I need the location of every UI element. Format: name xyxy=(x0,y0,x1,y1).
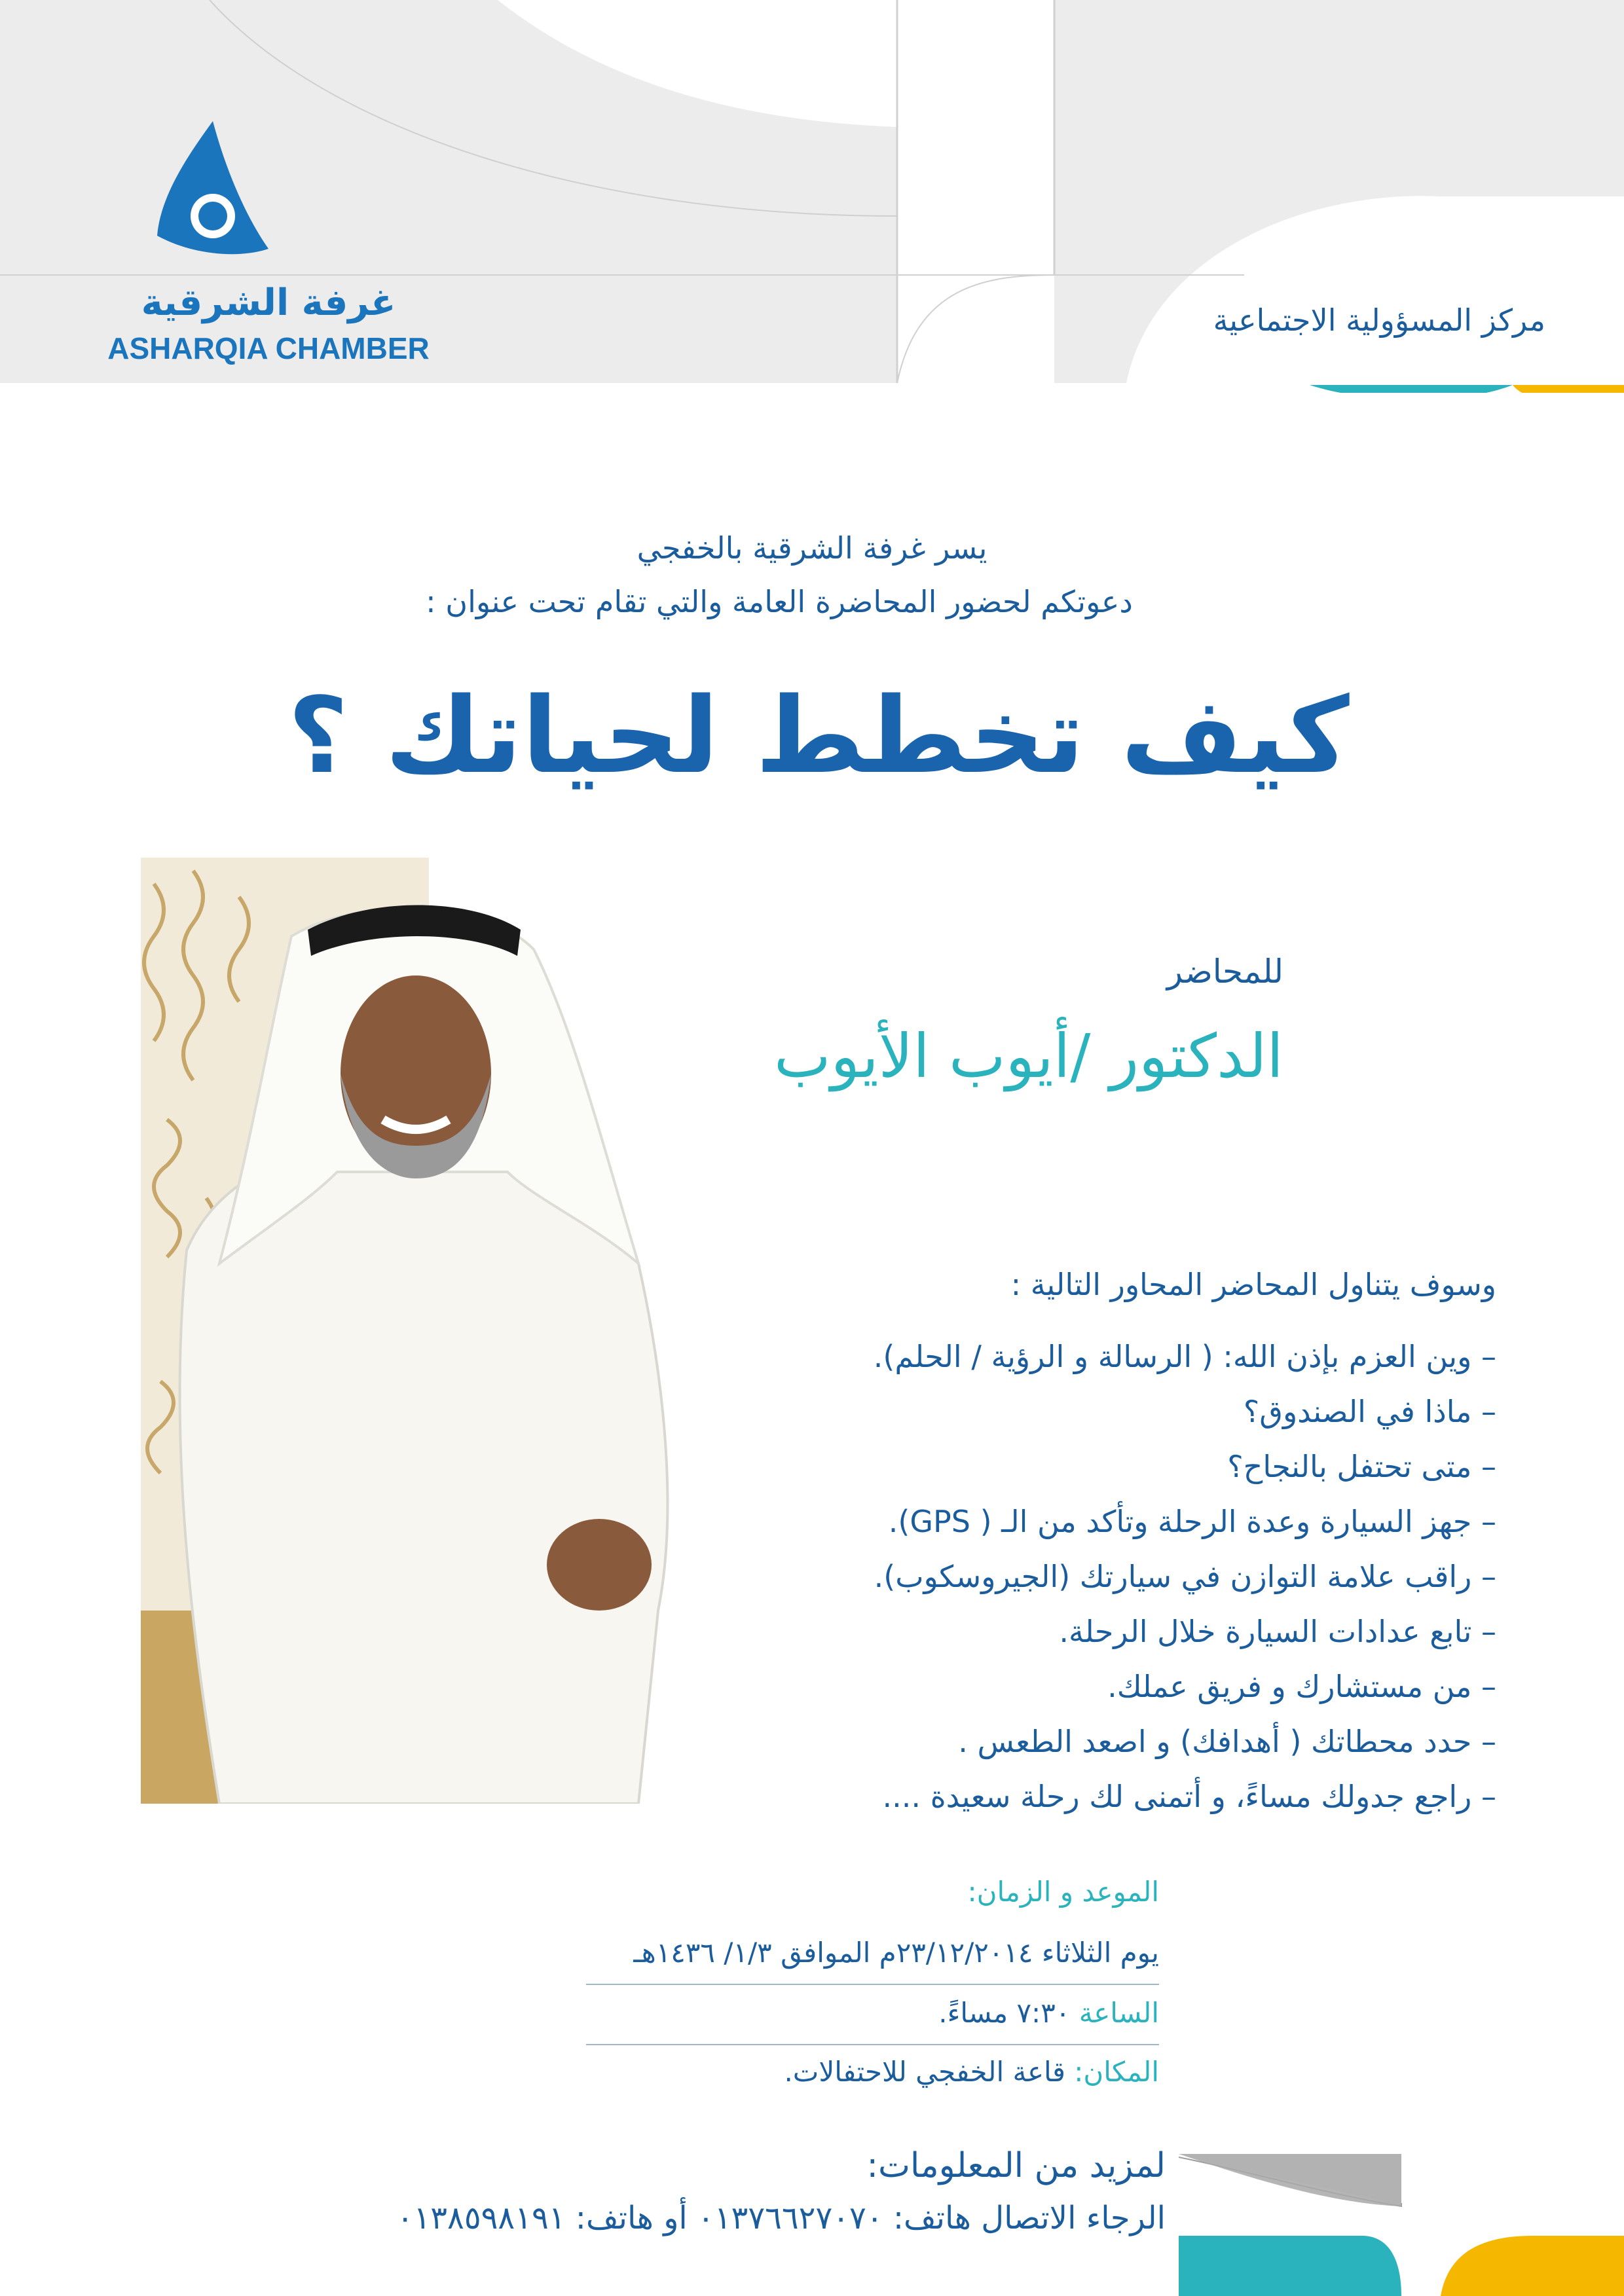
topics-intro: وسوف يتناول المحاضر المحاور التالية : xyxy=(1010,1267,1496,1302)
topic-item: – متى تحتفل بالنجاح؟ xyxy=(1227,1449,1496,1484)
invitation-line-2: دعوتكم لحضور المحاضرة العامة والتي تقام تحت عنوان : xyxy=(426,584,1133,619)
speaker-portrait-icon xyxy=(141,858,691,1804)
contact-phones: الرجاء الاتصال هاتف: ٠١٣٧٦٦٢٧٠٧٠ أو هاتف: ٠١٣٨٥٩٨١٩١ xyxy=(396,2200,1166,2236)
topics-list xyxy=(655,1329,1496,1824)
topic-item: – من مستشارك و فريق عملك. xyxy=(1107,1669,1496,1704)
topic-item: – جهز السيارة وعدة الرحلة وتأكد من الـ ( GPS). xyxy=(888,1504,1496,1539)
speaker-label: للمحاضر xyxy=(1166,953,1283,991)
logo-arabic-text: غرفة الشرقية xyxy=(141,282,396,324)
speaker-name: الدكتور /أيوب الأيوب xyxy=(774,1021,1283,1091)
schedule-date: يوم الثلاثاء ٢٣/١٢/٢٠١٤م الموافق ١/٣/ ١٤٣٦هـ xyxy=(633,1937,1159,1969)
invitation-line-1: يسر غرفة الشرقية بالخفجي xyxy=(637,530,987,566)
schedule-place xyxy=(589,2056,1159,2088)
topic-item: – ماذا في الصندوق؟ xyxy=(1243,1394,1496,1429)
time-value: ٧:٣٠ مساءً. xyxy=(938,1997,1079,2029)
schedule-time xyxy=(589,1997,1159,2029)
topic-item: – راجع جدولك مساءً، و أتمنى لك رحلة سعيدة .... xyxy=(882,1779,1496,1814)
topic-item: – حدد محطاتك ( أهدافك) و اصعد الطعس . xyxy=(958,1724,1496,1759)
contact-heading: لمزيد من المعلومات: xyxy=(866,2146,1166,2185)
footer-decoration xyxy=(1166,2154,1624,2296)
divider xyxy=(586,1984,1159,1985)
chamber-logo-icon xyxy=(147,118,272,262)
place-label: المكان: xyxy=(1074,2056,1159,2088)
topic-item: – وين العزم بإذن الله: ( الرسالة و الرؤية / الحلم). xyxy=(873,1339,1496,1374)
place-value: قاعة الخفجي للاحتفالات. xyxy=(784,2056,1075,2088)
logo-english-text: ASHARQIA CHAMBER xyxy=(107,331,430,365)
time-label: الساعة xyxy=(1079,1997,1159,2029)
divider xyxy=(586,2044,1159,2045)
schedule-heading: الموعد و الزمان: xyxy=(967,1876,1159,1908)
center-name: مركز المسؤولية الاجتماعية xyxy=(1213,302,1545,338)
topic-item: – تابع عدادات السيارة خلال الرحلة. xyxy=(1059,1614,1496,1649)
topic-item: – راقب علامة التوازن في سيارتك (الجيروسكوب). xyxy=(874,1559,1496,1594)
lecture-title: كيف تخطط لحياتك ؟ xyxy=(287,674,1350,797)
